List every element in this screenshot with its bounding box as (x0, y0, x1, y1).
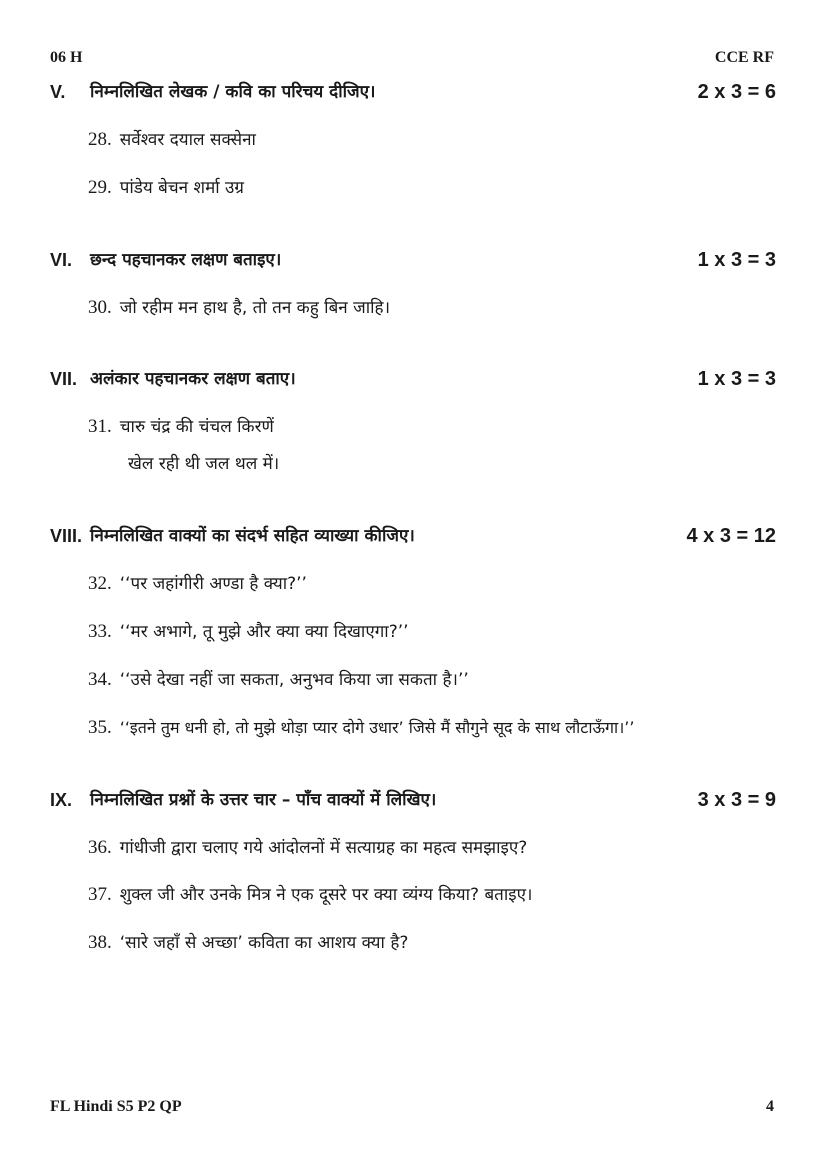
question-text: ‘‘मर अभागे, तू मुझे और क्या क्या दिखाएगा?’’ (119, 622, 409, 642)
paper-code: 06 H (50, 49, 83, 66)
section-marks: 3 x 3 = 9 (697, 789, 776, 811)
question-number: 38. (88, 932, 112, 953)
question-text: सर्वेश्वर दयाल सक्सेना (119, 130, 256, 150)
section-number: VI. (50, 250, 73, 270)
question-text: गांधीजी द्वारा चलाए गये आंदोलनों में सत्याग्रह का महत्व समझाइए? (119, 838, 528, 858)
section-number: VII. (50, 369, 78, 389)
section-title: अलंकार पहचानकर लक्षण बताए। (90, 369, 296, 389)
question-number: 34. (88, 669, 112, 690)
question-text: जो रहीम मन हाथ है, तो तन कहु बिन जाहि। (119, 298, 391, 318)
question-36 (88, 834, 527, 862)
question-38 (88, 929, 408, 957)
question-number: 28. (88, 129, 112, 150)
question-text: ‘सारे जहाँ से अच्छा’ कविता का आशय क्या है? (119, 933, 409, 953)
question-33 (88, 618, 409, 646)
question-number: 36. (88, 837, 112, 858)
question-text: ‘‘उसे देखा नहीं जा सकता, अनुभव किया जा सकता है।’’ (119, 670, 469, 690)
question-28 (88, 126, 256, 154)
question-text: पांडेय बेचन शर्मा उग्र (119, 178, 244, 198)
question-number: 33. (88, 621, 112, 642)
section-vii-heading (50, 365, 776, 393)
section-vi-heading (50, 246, 776, 274)
section-title: निम्नलिखित वाक्यों का संदर्भ सहित व्याख्या कीजिए। (90, 526, 415, 546)
section-number: IX. (50, 790, 73, 810)
section-v-heading (50, 78, 776, 106)
question-number: 37. (88, 884, 112, 905)
question-text: ‘‘पर जहांगीरी अण्डा है क्या?’’ (119, 574, 307, 594)
section-marks: 1 x 3 = 3 (697, 249, 776, 271)
question-number: 35. (88, 717, 112, 738)
section-viii-heading (50, 522, 776, 550)
question-text: चारु चंद्र की चंचल किरणें (119, 417, 274, 437)
section-ix-heading (50, 786, 776, 814)
question-35 (88, 714, 634, 742)
question-31-line-2: खेल रही थी जल थल में। (128, 454, 280, 474)
question-37 (88, 881, 532, 909)
page-number: 4 (766, 1098, 774, 1115)
board-code: CCE RF (714, 49, 774, 66)
section-number: VIII. (50, 526, 83, 546)
question-text: ‘‘इतने तुम धनी हो, तो मुझे थोड़ा प्यार दोगे उधार’ जिसे मैं सौगुने सूद के साथ लौटाऊँगा।’’ (119, 718, 635, 737)
question-number: 32. (88, 573, 112, 594)
footer-paper-title: FL Hindi S5 P2 QP (50, 1098, 182, 1115)
question-31 (88, 413, 274, 441)
section-marks: 1 x 3 = 3 (697, 368, 776, 390)
question-number: 29. (88, 177, 112, 198)
section-title: छन्द पहचानकर लक्षण बताइए। (90, 250, 282, 270)
question-34 (88, 666, 469, 694)
question-29 (88, 174, 244, 202)
section-marks: 2 x 3 = 6 (697, 81, 776, 103)
question-30 (88, 294, 390, 322)
section-title: निम्नलिखित लेखक / कवि का परिचय दीजिए। (90, 82, 376, 102)
section-number: V. (50, 82, 66, 102)
question-32 (88, 570, 307, 598)
section-title: निम्नलिखित प्रश्नों के उत्तर चार – पाँच वाक्यों में लिखिए। (90, 790, 437, 810)
question-text: शुक्ल जी और उनके मित्र ने एक दूसरे पर क्या व्यंग्य किया? बताइए। (119, 885, 533, 905)
question-number: 30. (88, 297, 112, 318)
section-marks: 4 x 3 = 12 (686, 525, 776, 547)
question-number: 31. (88, 416, 112, 437)
